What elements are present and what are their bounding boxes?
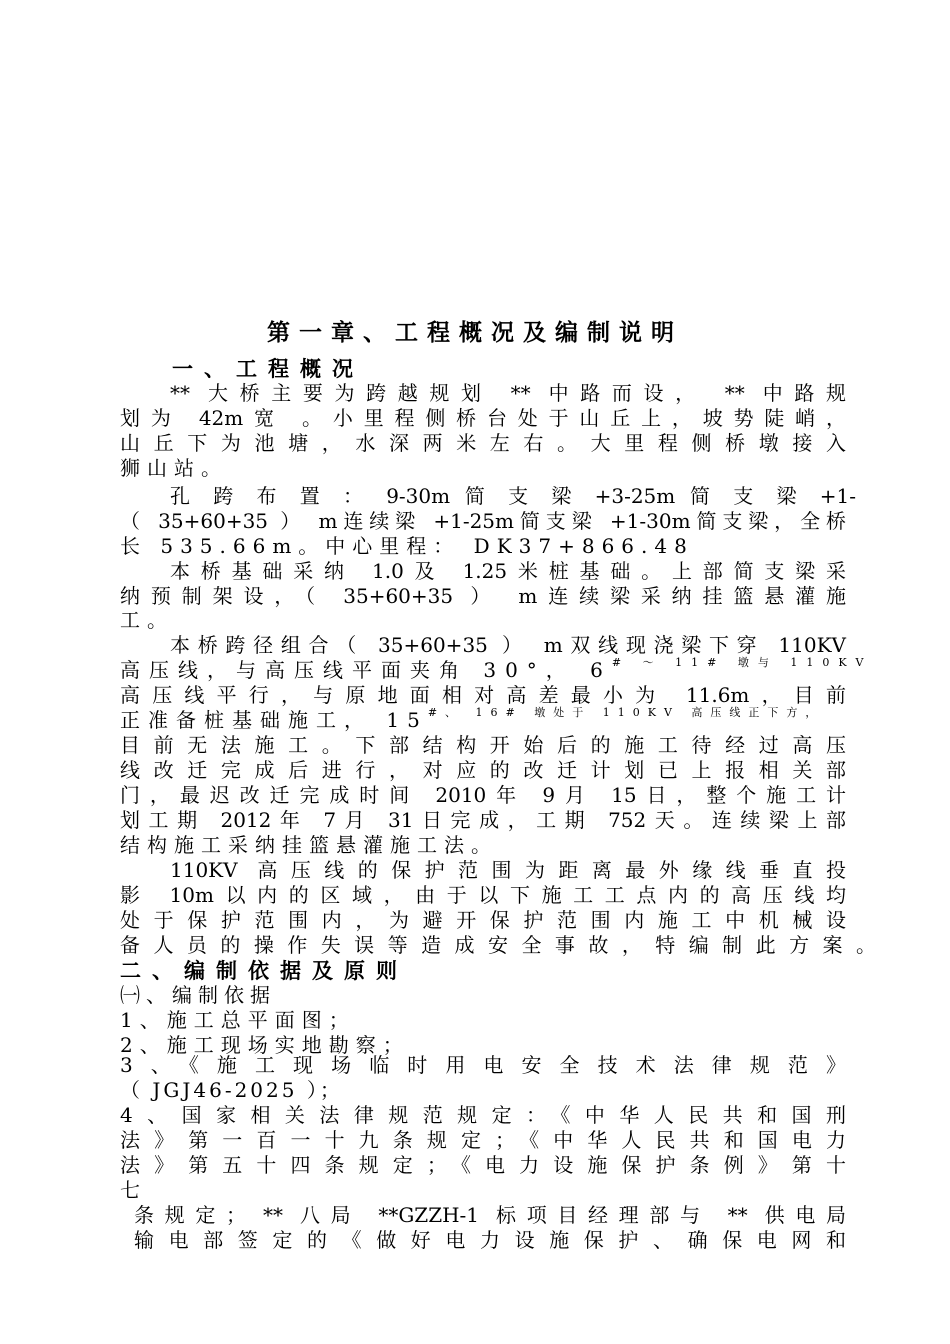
paragraph-line: 结构施工采纳挂篮悬灌施工法。 (120, 833, 498, 857)
paragraph-line: 纳预制架设，（ 35+60+35 ） m连续梁采纳挂篮悬灌施 (120, 584, 846, 608)
paragraph-line: 长 535.66m。中心里程： DK37+866.48 (120, 534, 694, 558)
list-item: 输电部签定的《做好电力设施保护、确保电网和 (134, 1228, 846, 1252)
paragraph-line: 狮山站。 (120, 456, 228, 480)
list-item: 4、国家相关法律规范规定：《中华人民共和国刑 (120, 1103, 846, 1127)
paragraph-line: 高压线，与高压线平面夹角 30°， $6^{\# \sim 11\# 墩与 110KV}$ (120, 656, 873, 682)
paragraph-line: 划为 42m宽 。小里程侧桥台处于山丘上，坡势陡峭， (120, 406, 846, 430)
section-heading-overview: 一、工程概况 (172, 356, 364, 381)
list-item: 3、《施工现场临时用电安全技术法律规范》 (120, 1053, 846, 1077)
paragraph-line: 高压线平行，与原地面相对高差最小为 11.6m，目前 (120, 683, 846, 707)
paragraph-line: 孔 跨 布 置 ： 9-30m 简 支 梁 +3-25m 简 支 梁 +1- (170, 484, 856, 508)
list-item: 2、施工现场实地勘察； (120, 1033, 410, 1057)
chapter-title: 第一章、工程概况及编制说明 (267, 319, 683, 346)
list-item: 条规定； ** 八局 **GZZH-1 标项目经理部与 ** 供电局 (134, 1203, 846, 1227)
subsection-heading: ㈠、编制依据 (120, 983, 276, 1007)
paragraph-line: 影 10m以内的区域，由于以下施工工点内的高压线均 (120, 883, 846, 907)
paragraph-line: 目前无法施工。下部结构开始后的施工待经过高压 (120, 733, 846, 757)
paragraph-line: ** 大桥主要为跨越规划 ** 中路而设， ** 中路规 (170, 381, 846, 405)
list-item: 七 (120, 1178, 147, 1202)
list-item: （ JGJ46-2025 ）； (120, 1078, 343, 1102)
paragraph-line: 门，最迟改迁完成时间 2010年 9月 15日，整个施工计 (120, 783, 846, 807)
paragraph-line: 工。 (120, 608, 174, 632)
list-item: 1、施工总平面图； (120, 1008, 356, 1032)
paragraph-line: 线改迁完成后进行，对应的改迁计划已上报相关部 (120, 758, 846, 782)
paragraph-line: 划工期 2012年 7月 31日完成，工期 752天。连续梁上部 (120, 808, 846, 832)
paragraph-line: 备人员的操作失误等造成安全事故，特编制此方案。 (120, 933, 876, 957)
paragraph-line: （ 35+60+35 ） m连续梁 +1-25m简支梁 +1-30m简支梁，全桥 (120, 509, 846, 533)
paragraph-line: 本桥跨径组合（ 35+60+35 ） m双线现浇梁下穿 110KV (170, 633, 846, 657)
paragraph-line: 处于保护范围内，为避开保护范围内施工中机械设 (120, 908, 846, 932)
paragraph-line: 山丘下为池塘，水深两米左右。大里程侧桥墩接入 (120, 431, 846, 455)
list-item: 法》第一百一十九条规定；《中华人民共和国电力 (120, 1128, 846, 1152)
section-heading-basis: 二、编制依据及原则 (120, 958, 408, 983)
paragraph-line: 110KV 高压线的保护范围为距离最外缘线垂直投 (170, 858, 846, 882)
list-item: 法》第五十四条规定；《电力设施保护条例》第十 (120, 1153, 846, 1177)
paragraph-line: 本桥基础采纳 1.0及 1.25米桩基础。上部简支梁采 (170, 559, 846, 583)
paragraph-line: 正准备桩基础施工， $15^{\#、 16\# 墩处于 110KV 高压线正下方,}$ (120, 706, 825, 732)
